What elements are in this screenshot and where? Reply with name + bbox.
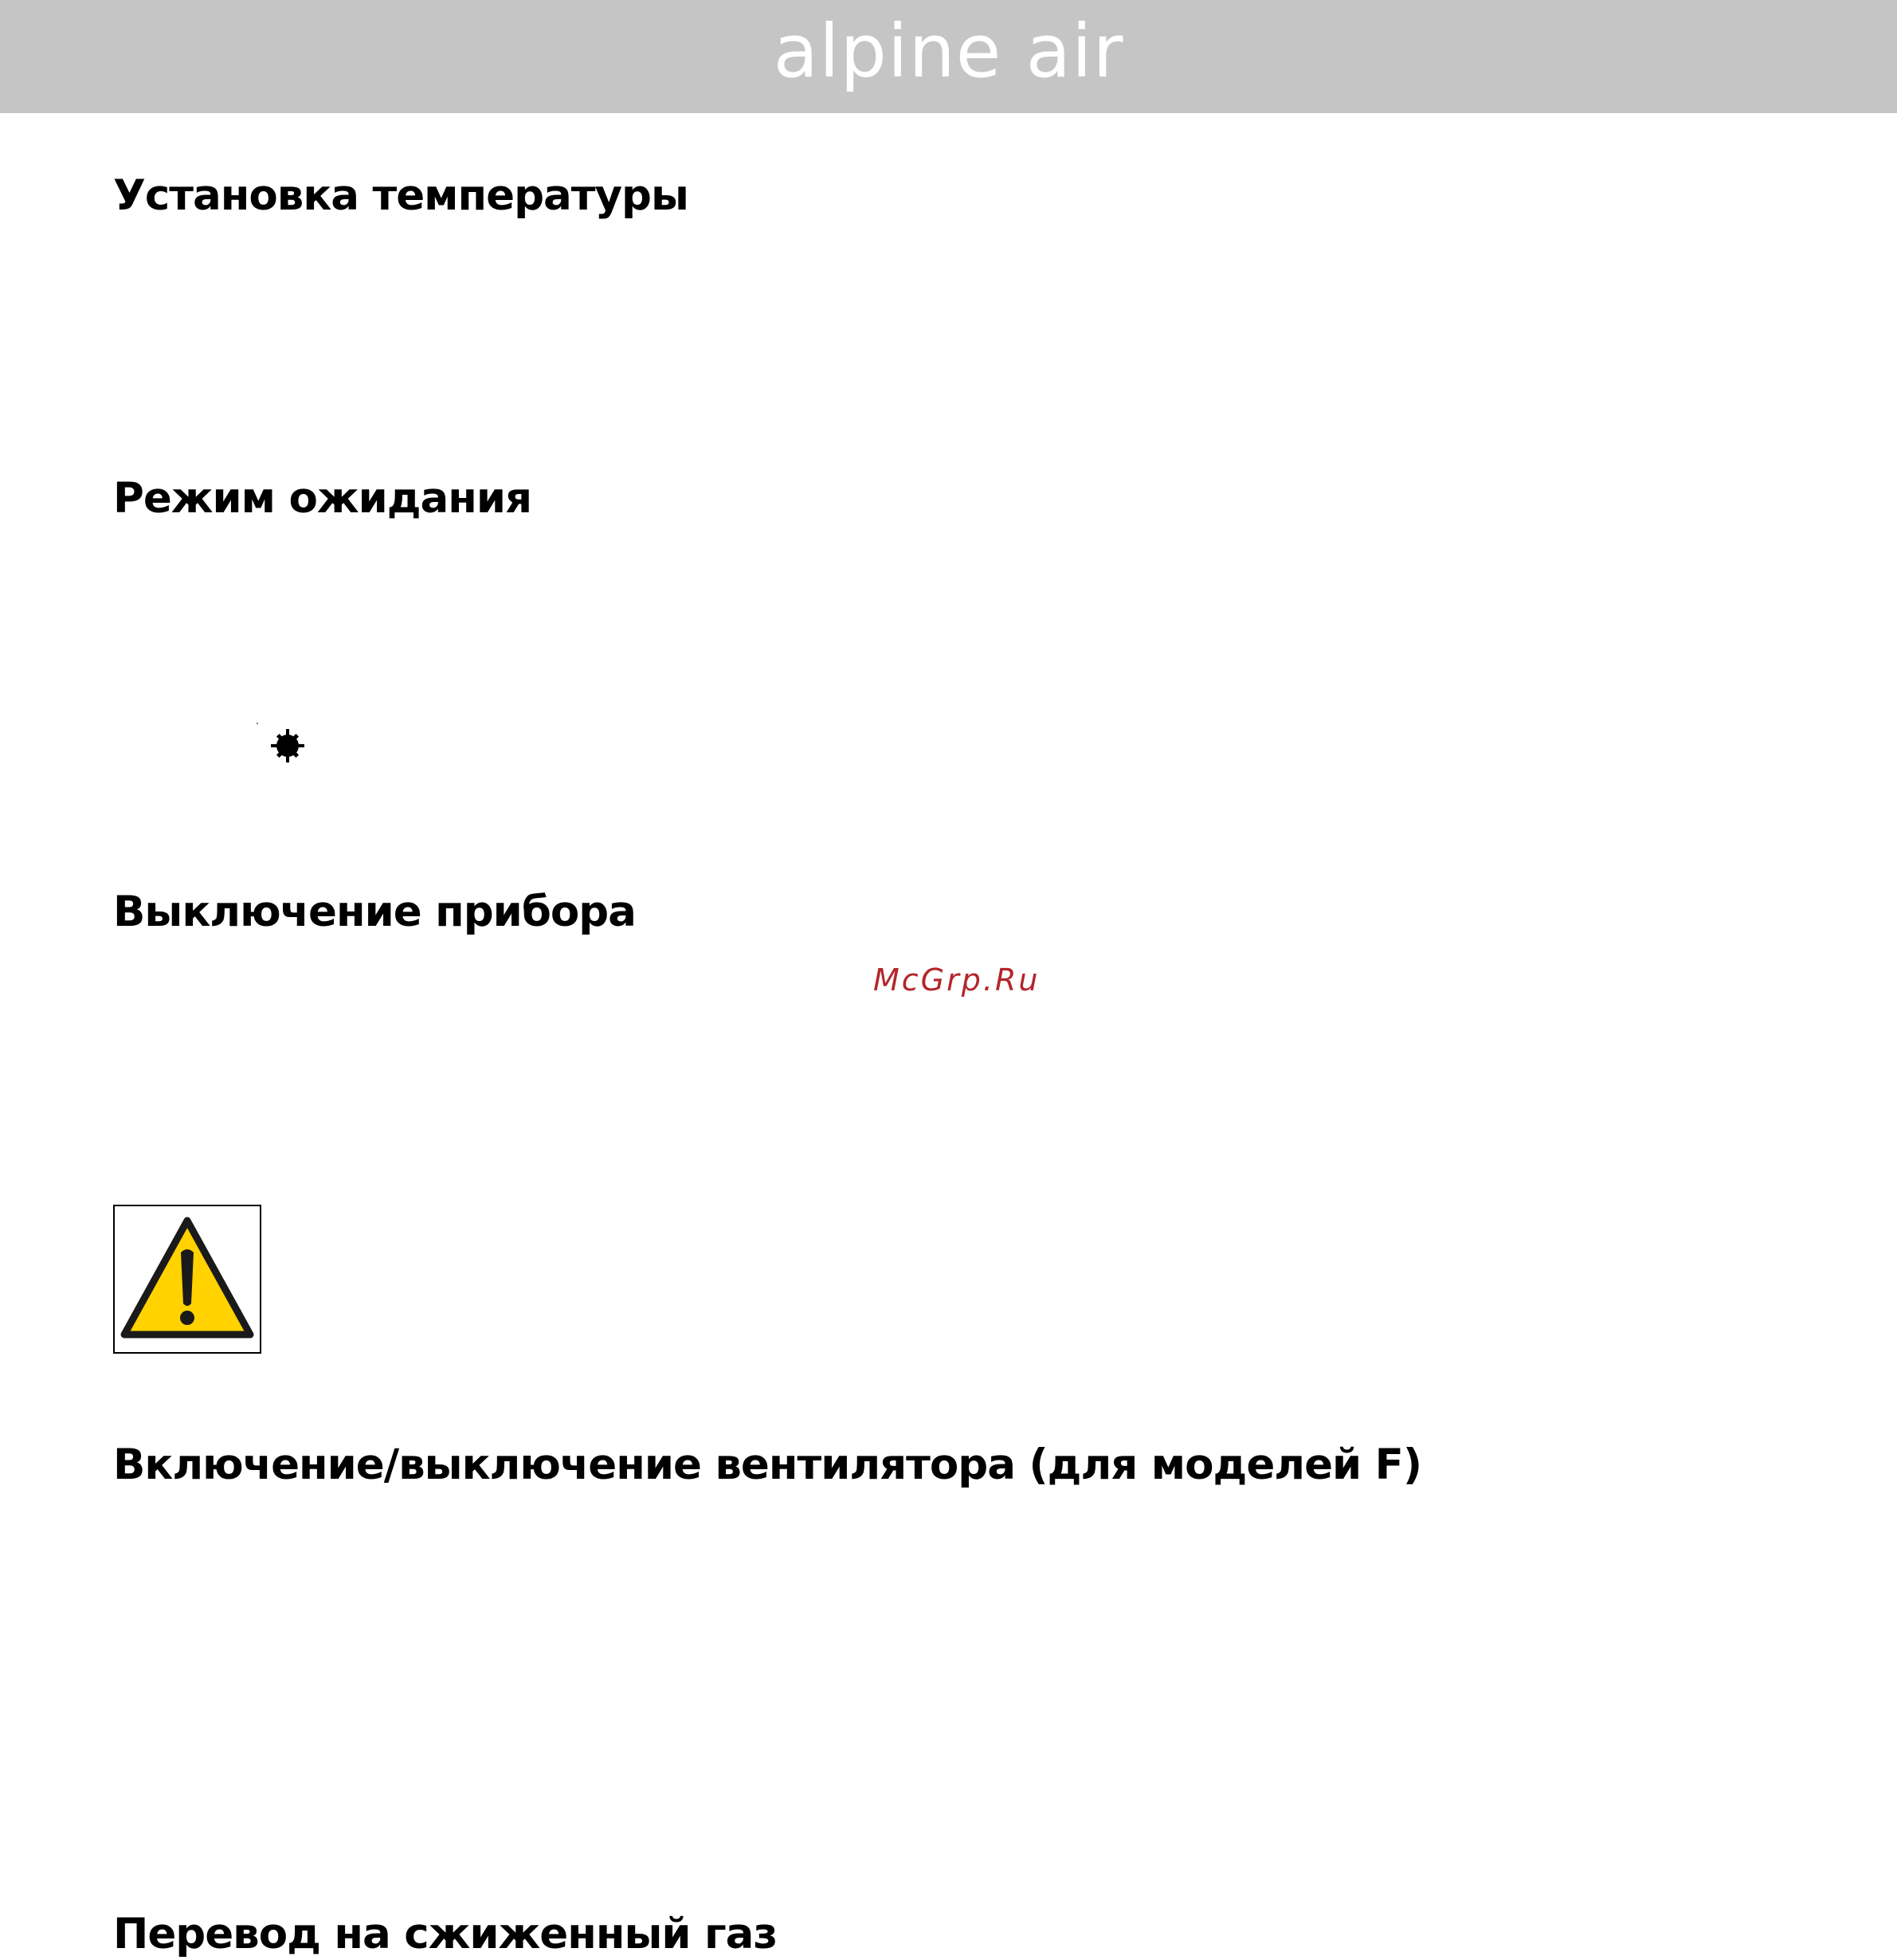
warning-box — [113, 1205, 261, 1354]
section-heading-power-off: Выключение прибора — [113, 888, 636, 936]
sun-icon — [255, 719, 311, 775]
section-heading-fan-toggle: Включение/выключение вентилятора (для моделей F) — [113, 1441, 1422, 1489]
section-heading-lpg-conversion: Перевод на сжиженный газ — [113, 1910, 778, 1958]
brand-logo: alpine air — [773, 9, 1124, 94]
section-heading-temperature: Установка температуры — [113, 171, 688, 220]
watermark-text: McGrp.Ru — [873, 962, 1041, 998]
warning-icon — [115, 1206, 260, 1352]
header-bar — [0, 0, 1897, 113]
section-heading-standby: Режим ожидания — [113, 474, 532, 523]
